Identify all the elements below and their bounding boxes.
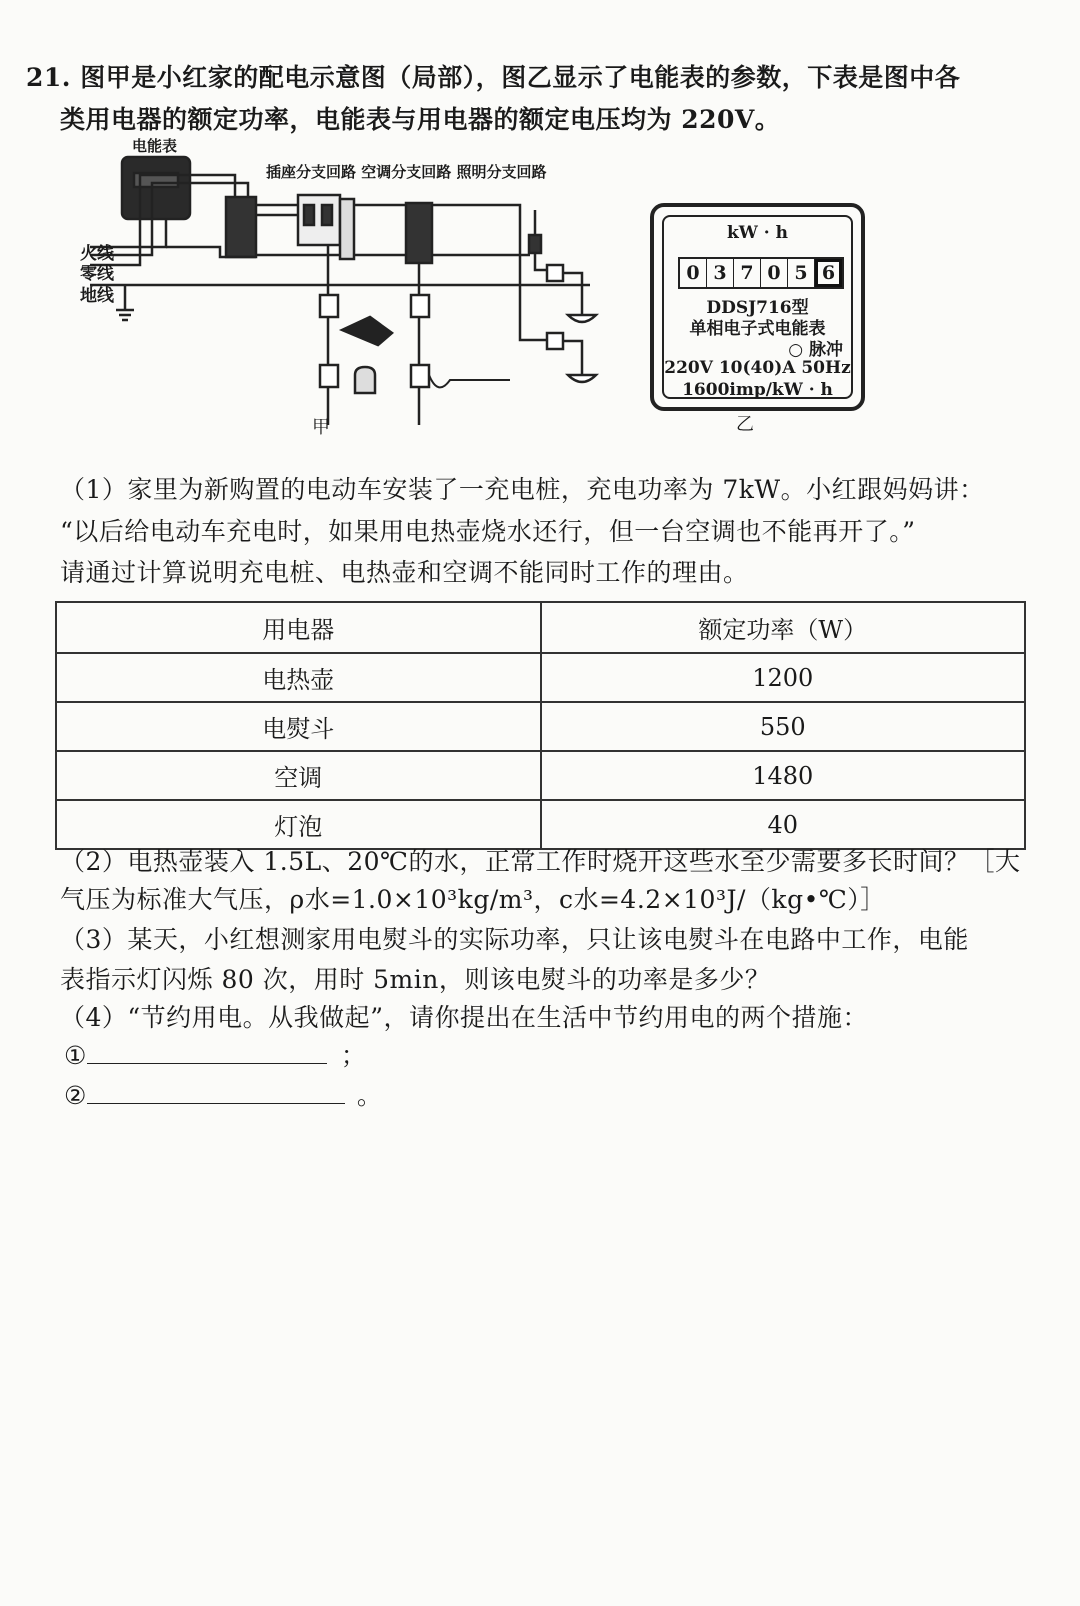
wire-neutral-label: 零线 [80,264,114,284]
distribution-diagram [70,135,630,438]
power-cell: 550 [541,702,1026,751]
wire-live-label: 火线 [80,244,114,264]
meter-pulse: ○ 脉冲 [788,340,843,360]
meter-digit: 7 [734,259,761,287]
meter-label: 电能表 [132,137,178,155]
meter-digit: 3 [707,259,734,287]
question-intro-line2: 类用电器的额定功率，电能表与用电器的额定电压均为 220V。 [60,105,781,134]
answer-line-1[interactable] [87,1063,327,1064]
table-row [56,702,1025,751]
power-cell: 1200 [541,653,1026,702]
diagram-a-caption: 甲 [312,417,330,438]
blank2-prefix: ② [64,1081,87,1110]
part1-line2: “以后给电动车充电时，如果用电热壶烧水还行，但一台空调也不能再开了。” [60,517,916,546]
meter-rating: 220V 10(40)A 50Hz [664,358,851,378]
meter-unit: kW · h [727,223,788,243]
table-row [56,653,1025,702]
meter-type: 单相电子式电能表 [689,319,826,339]
blank1-prefix: ① [64,1041,87,1070]
part4-line1: （4）“节约用电。从我做起”，请你提出在生活中节约用电的两个措施： [60,1003,868,1032]
wire-ground-label: 地线 [80,286,114,306]
blank2-suffix: 。 [356,1081,383,1110]
question-intro-text: 图甲是小红家的配电示意图（局部），图乙显示了电能表的参数，下表是图中各 [80,63,961,92]
appliance-cell: 空调 [56,751,541,800]
meter-model: DDSJ716型 [706,298,809,318]
energy-meter-panel [650,203,865,411]
answer-blank-1 [64,1036,366,1072]
rated-power-table [55,601,1026,850]
part3-line1: （3）某天，小红想测家用电熨斗的实际功率，只让该电熨斗在电路中工作，电能 [60,925,969,954]
blank1-suffix: ； [340,1041,367,1070]
table-header-appliance: 用电器 [56,602,541,653]
meter-constant: 1600imp/kW · h [682,380,833,400]
table-row [56,751,1025,800]
meter-digit: 0 [680,259,707,287]
part3-line2: 表指示灯闪烁 80 次，用时 5min，则该电熨斗的功率是多少？ [60,965,771,994]
part1-line1: （1）家里为新购置的电动车安装了一充电桩，充电功率为 7kW。小红跟妈妈讲： [60,475,985,504]
answer-line-2[interactable] [87,1103,345,1104]
branch-labels: 插座分支回路 空调分支回路 照明分支回路 [266,163,547,181]
table-header-power: 额定功率（W） [541,602,1026,653]
meter-digit: 5 [788,259,815,287]
meter-digit: 0 [761,259,788,287]
appliance-cell: 灯泡 [56,800,541,849]
meter-b-caption: 乙 [736,414,754,435]
question-intro-line1 [26,58,960,94]
power-cell: 40 [541,800,1026,849]
part2-line2: 气压为标准大气压，ρ水=1.0×10³kg/m³，c水=4.2×10³J/（kg•℃）］ [60,885,886,914]
appliance-cell: 电熨斗 [56,702,541,751]
meter-reading [678,257,844,289]
part1-line3: 请通过计算说明充电桩、电热壶和空调不能同时工作的理由。 [60,558,749,587]
table-header-row [56,602,1025,653]
power-cell: 1480 [541,751,1026,800]
meter-digit-decimal: 6 [815,259,842,287]
part2-line1: （2）电热壶装入 1.5L、20℃的水，正常工作时烧开这些水至少需要多长时间？［大 [60,847,1021,876]
appliance-cell: 电热壶 [56,653,541,702]
answer-blank-2 [64,1076,382,1112]
question-number: 21. [26,63,71,92]
